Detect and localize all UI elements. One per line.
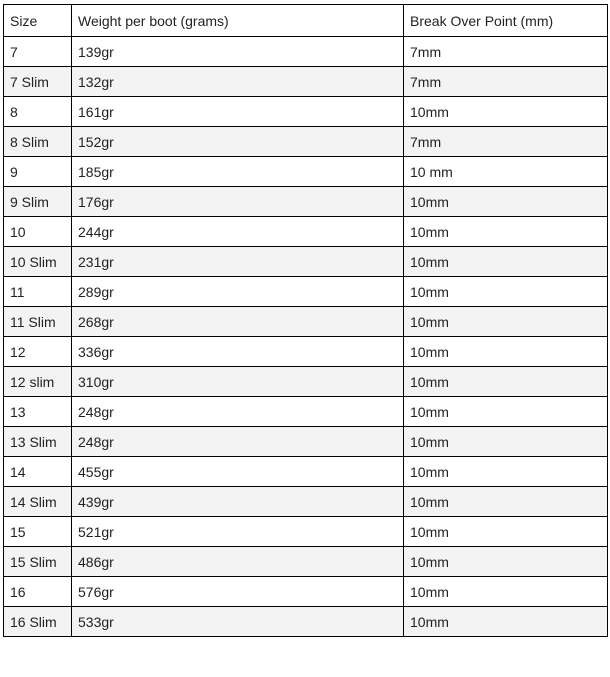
size-cell: 9 Slim	[4, 187, 72, 217]
weight-cell: 310gr	[72, 367, 404, 397]
table-row	[4, 487, 608, 517]
table-row	[4, 337, 608, 367]
table-row	[4, 67, 608, 97]
weight-cell: 439gr	[72, 487, 404, 517]
table-row	[4, 187, 608, 217]
weight-cell: 521gr	[72, 517, 404, 547]
weight-cell: 161gr	[72, 97, 404, 127]
break-over-point-cell: 10mm	[404, 457, 608, 487]
weight-cell: 268gr	[72, 307, 404, 337]
weight-cell: 244gr	[72, 217, 404, 247]
break-over-point-cell: 10mm	[404, 517, 608, 547]
table-row	[4, 607, 608, 637]
size-cell: 8 Slim	[4, 127, 72, 157]
table-row	[4, 577, 608, 607]
table-row	[4, 307, 608, 337]
table-row	[4, 427, 608, 457]
weight-cell: 248gr	[72, 427, 404, 457]
size-cell: 12 slim	[4, 367, 72, 397]
size-cell: 8	[4, 97, 72, 127]
size-cell: 11 Slim	[4, 307, 72, 337]
weight-cell: 455gr	[72, 457, 404, 487]
table-row	[4, 127, 608, 157]
size-cell: 16 Slim	[4, 607, 72, 637]
weight-cell: 185gr	[72, 157, 404, 187]
weight-cell: 486gr	[72, 547, 404, 577]
break-over-point-cell: 7mm	[404, 67, 608, 97]
weight-cell: 533gr	[72, 607, 404, 637]
table-row	[4, 517, 608, 547]
header-size: Size	[4, 5, 72, 37]
size-cell: 13	[4, 397, 72, 427]
size-cell: 9	[4, 157, 72, 187]
weight-cell: 176gr	[72, 187, 404, 217]
break-over-point-cell: 10mm	[404, 217, 608, 247]
table-row	[4, 397, 608, 427]
header-break-over-point: Break Over Point (mm)	[404, 5, 608, 37]
size-cell: 7 Slim	[4, 67, 72, 97]
table-row	[4, 217, 608, 247]
break-over-point-cell: 10mm	[404, 487, 608, 517]
break-over-point-cell: 10 mm	[404, 157, 608, 187]
table-row	[4, 367, 608, 397]
break-over-point-cell: 10mm	[404, 547, 608, 577]
size-cell: 14	[4, 457, 72, 487]
break-over-point-cell: 7mm	[404, 127, 608, 157]
weight-cell: 231gr	[72, 247, 404, 277]
size-cell: 14 Slim	[4, 487, 72, 517]
table-row	[4, 157, 608, 187]
table-row	[4, 547, 608, 577]
table-header-row	[4, 5, 608, 37]
size-cell: 16	[4, 577, 72, 607]
break-over-point-cell: 10mm	[404, 97, 608, 127]
weight-cell: 576gr	[72, 577, 404, 607]
break-over-point-cell: 10mm	[404, 427, 608, 457]
size-cell: 11	[4, 277, 72, 307]
size-cell: 15 Slim	[4, 547, 72, 577]
table-row	[4, 277, 608, 307]
break-over-point-cell: 10mm	[404, 187, 608, 217]
break-over-point-cell: 10mm	[404, 337, 608, 367]
table-row	[4, 97, 608, 127]
size-cell: 7	[4, 37, 72, 67]
break-over-point-cell: 10mm	[404, 367, 608, 397]
boot-size-table	[3, 4, 608, 637]
table-row	[4, 37, 608, 67]
weight-cell: 289gr	[72, 277, 404, 307]
header-weight: Weight per boot (grams)	[72, 5, 404, 37]
size-cell: 10	[4, 217, 72, 247]
size-cell: 10 Slim	[4, 247, 72, 277]
weight-cell: 336gr	[72, 337, 404, 367]
weight-cell: 132gr	[72, 67, 404, 97]
break-over-point-cell: 10mm	[404, 607, 608, 637]
table-row	[4, 457, 608, 487]
weight-cell: 152gr	[72, 127, 404, 157]
weight-cell: 248gr	[72, 397, 404, 427]
size-cell: 12	[4, 337, 72, 367]
break-over-point-cell: 10mm	[404, 397, 608, 427]
break-over-point-cell: 10mm	[404, 307, 608, 337]
table-body	[4, 37, 608, 637]
break-over-point-cell: 7mm	[404, 37, 608, 67]
break-over-point-cell: 10mm	[404, 247, 608, 277]
size-cell: 13 Slim	[4, 427, 72, 457]
break-over-point-cell: 10mm	[404, 277, 608, 307]
size-cell: 15	[4, 517, 72, 547]
break-over-point-cell: 10mm	[404, 577, 608, 607]
weight-cell: 139gr	[72, 37, 404, 67]
table-row	[4, 247, 608, 277]
